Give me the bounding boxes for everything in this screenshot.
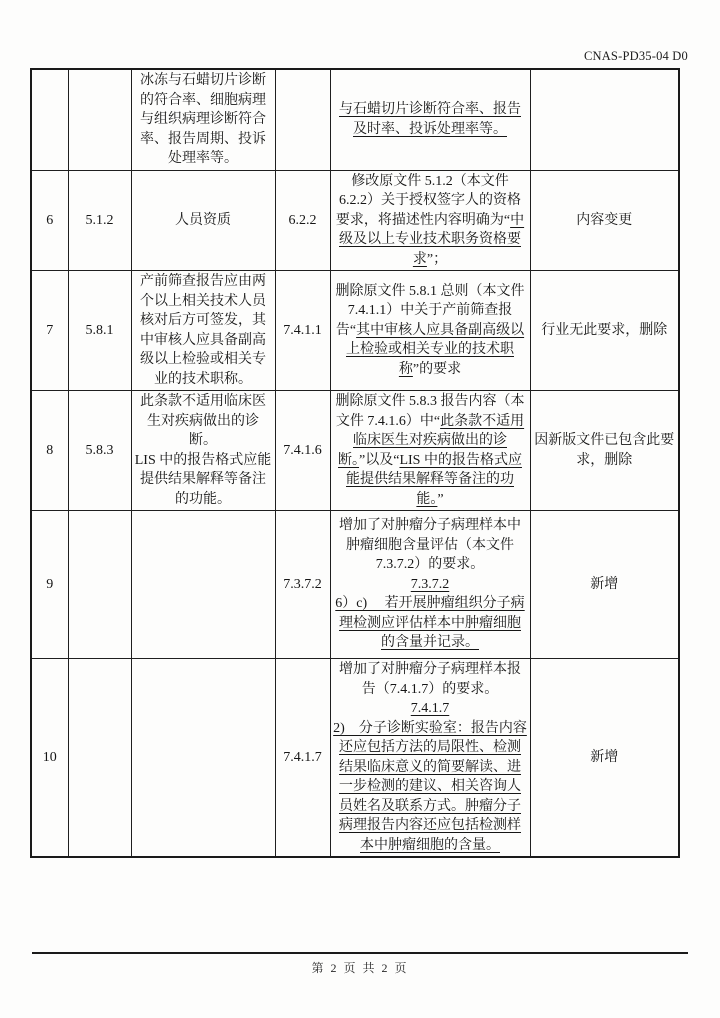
row-number-cell: 8 bbox=[31, 391, 68, 511]
table-row bbox=[31, 659, 679, 858]
change-comparison-table bbox=[30, 68, 680, 858]
table-row bbox=[31, 511, 679, 659]
original-content-cell bbox=[131, 511, 275, 659]
change-type-cell: 内容变更 bbox=[530, 170, 679, 271]
new-clause-cell: 7.3.7.2 bbox=[275, 511, 330, 659]
change-description-cell bbox=[330, 511, 530, 659]
paragraph: 与石蜡切片诊断符合率、报告及时率、投诉处理率等。 bbox=[339, 102, 521, 137]
original-content-cell bbox=[131, 69, 275, 170]
paragraph: 增加了对肿瘤分子病理样本报告（7.4.1.7）的要求。 bbox=[339, 662, 521, 697]
original-clause-cell bbox=[68, 69, 131, 170]
paragraph: 删除原文件 5.8.3 报告内容（本文件 7.4.1.6）中“此条款不适用临床医生对疾病做出的诊断。”以及“LIS 中的报告格式应能提供结果解释等备注的功能。” bbox=[335, 394, 525, 507]
row-number-cell bbox=[31, 69, 68, 170]
table-row bbox=[31, 271, 679, 391]
paragraph: 7.3.7.2 bbox=[410, 576, 450, 592]
change-description-cell bbox=[330, 391, 530, 511]
original-content-cell bbox=[131, 271, 275, 391]
paragraph: 7.4.1.7 bbox=[410, 701, 450, 716]
change-description-cell bbox=[330, 170, 530, 271]
change-type-cell: 因新版文件已包含此要求，删除 bbox=[530, 391, 679, 511]
paragraph: 冰冻与石蜡切片诊断的符合率、细胞病理与组织病理诊断符合率、报告周期、投诉处理率等。 bbox=[140, 73, 266, 166]
paragraph: 删除原文件 5.8.1 总则（本文件 7.4.1.1）中关于产前筛查报告“其中审核人应具备副高级以上检验或相关专业的技术职称”的要求 bbox=[335, 283, 525, 377]
change-description-cell bbox=[330, 659, 530, 858]
original-clause-cell: 5.8.1 bbox=[68, 271, 131, 391]
paragraph: 6）c) 若开展肿瘤组织分子病理检测应评估样本中肿瘤细胞的含量并记录。 bbox=[335, 596, 525, 651]
change-type-cell: 行业无此要求，删除 bbox=[530, 271, 679, 391]
document-code: CNAS-PD35-04 D0 bbox=[583, 49, 688, 63]
paragraph: 人员资质 bbox=[175, 212, 231, 228]
original-content-cell bbox=[131, 391, 275, 511]
change-description-cell bbox=[330, 271, 530, 391]
change-type-cell bbox=[530, 69, 679, 170]
new-clause-cell: 7.4.1.6 bbox=[275, 391, 330, 511]
paragraph: 2) 分子诊断实验室：报告内容还应包括方法的局限性、检测结果临床意义的简要解读、进一步检测的建议、相关咨询人员姓名及联系方式。肿瘤分子病理报告内容还应包括检测样本中肿瘤细胞的含量。 bbox=[333, 720, 527, 853]
original-content-cell bbox=[131, 659, 275, 858]
change-description-cell bbox=[330, 69, 530, 170]
paragraph: 增加了对肿瘤分子病理样本中肿瘤细胞含量评估（本文件 7.3.7.2）的要求。 bbox=[339, 518, 521, 573]
original-clause-cell bbox=[68, 659, 131, 858]
page-number: 第 2 页 共 2 页 bbox=[311, 961, 409, 975]
change-type-cell: 新增 bbox=[530, 659, 679, 858]
table-row bbox=[31, 170, 679, 271]
paragraph: LIS 中的报告格式应能提供结果解释等备注的功能。 bbox=[134, 452, 272, 507]
footer-divider bbox=[32, 952, 688, 954]
new-clause-cell: 6.2.2 bbox=[275, 170, 330, 271]
original-clause-cell bbox=[68, 511, 131, 659]
new-clause-cell: 7.4.1.7 bbox=[275, 659, 330, 858]
original-clause-cell: 5.1.2 bbox=[68, 170, 131, 271]
new-clause-cell: 7.4.1.1 bbox=[275, 271, 330, 391]
paragraph: 此条款不适用临床医生对疾病做出的诊断。 bbox=[140, 394, 266, 448]
table-row bbox=[31, 391, 679, 511]
paragraph: 产前筛查报告应由两个以上相关技术人员核对后方可签发，其中审核人应具备副高级以上检验或相关专业的技术职称。 bbox=[140, 274, 266, 387]
new-clause-cell bbox=[275, 69, 330, 170]
row-number-cell: 6 bbox=[31, 170, 68, 271]
row-number-cell: 10 bbox=[31, 659, 68, 858]
original-clause-cell: 5.8.3 bbox=[68, 391, 131, 511]
paragraph: 修改原文件 5.1.2（本文件 6.2.2）关于授权签字人的资格要求，将描述性内容明确为“中级及以上专业技术职务资格要求”； bbox=[335, 173, 525, 267]
row-number-cell: 7 bbox=[31, 271, 68, 391]
row-number-cell: 9 bbox=[31, 511, 68, 659]
original-content-cell bbox=[131, 170, 275, 271]
table-row bbox=[31, 69, 679, 170]
change-type-cell: 新增 bbox=[530, 511, 679, 659]
